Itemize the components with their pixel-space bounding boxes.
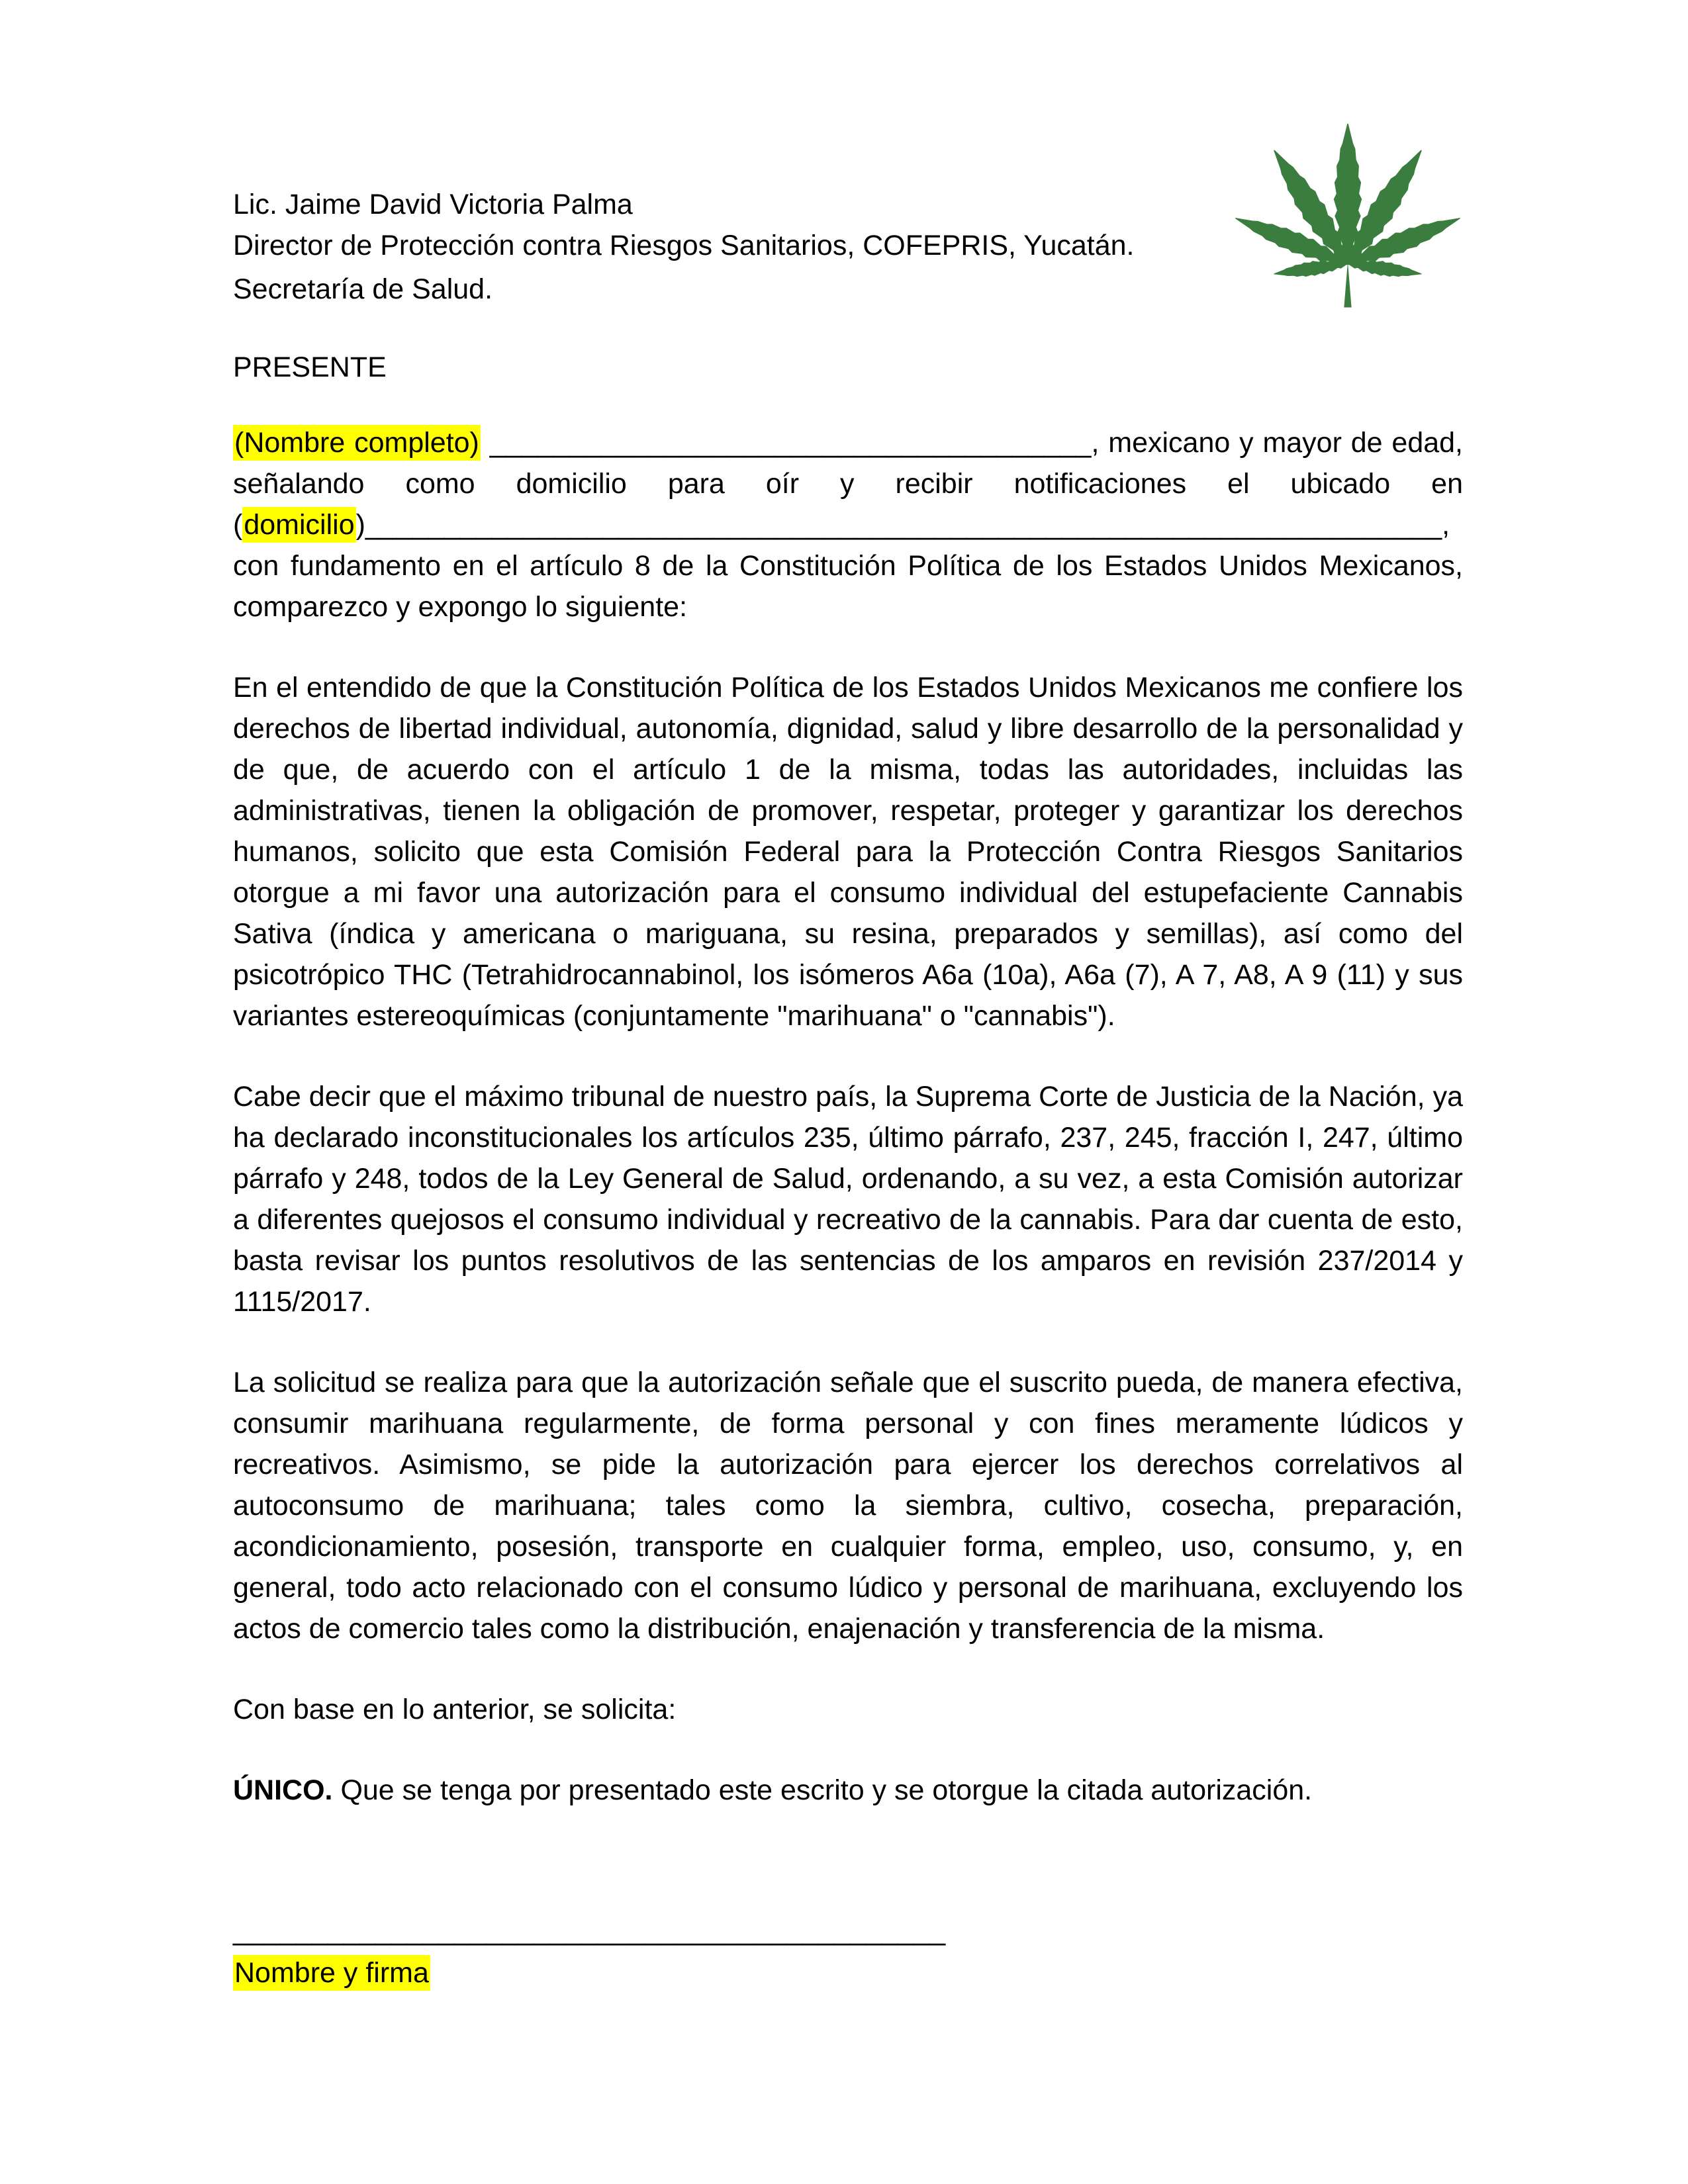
paragraph-unico — [233, 1770, 1463, 1811]
recipient-name: Lic. Jaime David Victoria Palma — [233, 189, 633, 220]
intro-tail-text: , con fundamento en el artículo 8 de la Constitución Política de los Estados Unidos Mexicanos, comparezco y expongo lo siguiente: — [233, 509, 1463, 623]
paragraph-request-scope — [233, 1362, 1463, 1649]
paragraph-intro — [233, 422, 1463, 627]
unico-label: ÚNICO. — [233, 1774, 333, 1806]
paragraph-request-lead — [233, 1689, 1463, 1730]
signature-blank-field: _____________________________________________ — [233, 1915, 946, 1946]
cannabis-leaf-icon — [1225, 105, 1471, 326]
signature-label-line — [233, 1952, 1463, 1993]
paragraph-constitutional-rights — [233, 667, 1463, 1036]
address-placeholder-highlight: domicilio — [242, 507, 355, 543]
salutation: PRESENTE — [233, 351, 387, 383]
recipient-title: Director de Protección contra Riesgos Sanitarios, COFEPRIS, Yucatán. — [233, 230, 1135, 261]
leaf-stem — [1344, 261, 1351, 307]
paragraph-text: La solicitud se realiza para que la autorización señale que el suscrito pueda, de manera efectiva, consumir marihuana regularmente, de forma personal y con fines meramente lúdicos y recreativos. Asimismo, se pide la autorización para ejercer los derechos correlativos al autoconsumo de marihuana; tales como la siembra, cultivo, cosecha, preparación, acondicionamiento, posesión, transporte en cualquier forma, empleo, uso, consumo, y, en general, todo acto relacionado con el consumo lúdico y personal de marihuana, excluyendo los actos de comercio tales como la distribución, enajenación y transferencia de la misma. — [233, 1367, 1463, 1645]
name-blank-field: ______________________________________ — [480, 427, 1092, 459]
paragraph-text: Cabe decir que el máximo tribunal de nuestro país, la Suprema Corte de Justicia de la Nación, ya ha declarado inconstitucionales los artículos 235, último párrafo, 237, 245, fracción I, 247, último párrafo y 248, todos de la Ley General de Salud, ordenando, a su vez, a esta Comisión autorizar a diferentes quejosos el consumo individual y recreativo de la cannabis. Para dar cuenta de esto, basta revisar los puntos resolutivos de las sentencias de los amparos en revisión 237/2014 y 1115/2017. — [233, 1081, 1463, 1318]
leaf-shape — [1231, 124, 1464, 308]
department: Secretaría de Salud. — [233, 273, 493, 305]
signature-label-highlight: Nombre y firma — [233, 1955, 430, 1991]
salutation-line — [233, 347, 1463, 388]
paragraph-text: Con base en lo anterior, se solicita: — [233, 1694, 677, 1725]
name-placeholder-highlight: (Nombre completo) — [233, 425, 481, 461]
paragraph-supreme-court — [233, 1076, 1463, 1322]
intro-middle-text: , mexicano y mayor de edad, señalando como domicilio para oír y recibir notificaciones el ubicado en ( — [233, 427, 1464, 541]
signature-line — [233, 1910, 1463, 1951]
address-blank-field: )____________________________________________________________________ — [355, 509, 1442, 541]
paragraph-text: En el entendido de que la Constitución Política de los Estados Unidos Mexicanos me confiere los derechos de libertad individual, autonomía, dignidad, salud y libre desarrollo de la personalidad y de que, de acuerdo con el artículo 1 de la misma, todas las autoridades, incluidas las administrativas, tienen la obligación de promover, respetar, proteger y garantizar los derechos humanos, solicito que esta Comisión Federal para la Protección Contra Riesgos Sanitarios otorgue a mi favor una autorización para el consumo individual del estupefaciente Cannabis Sativa (índica y americana o mariguana, su resina, preparados y semillas), así como del psicotrópico THC (Tetrahidrocannabinol, los isómeros A6a (10a), A6a (7), A 7, A8, A 9 (11) y sus variantes estereoquímicas (conjuntamente "marihuana" o "cannabis"). — [233, 672, 1463, 1032]
unico-text: Que se tenga por presentado este escrito y se otorgue la citada autorización. — [332, 1774, 1313, 1806]
